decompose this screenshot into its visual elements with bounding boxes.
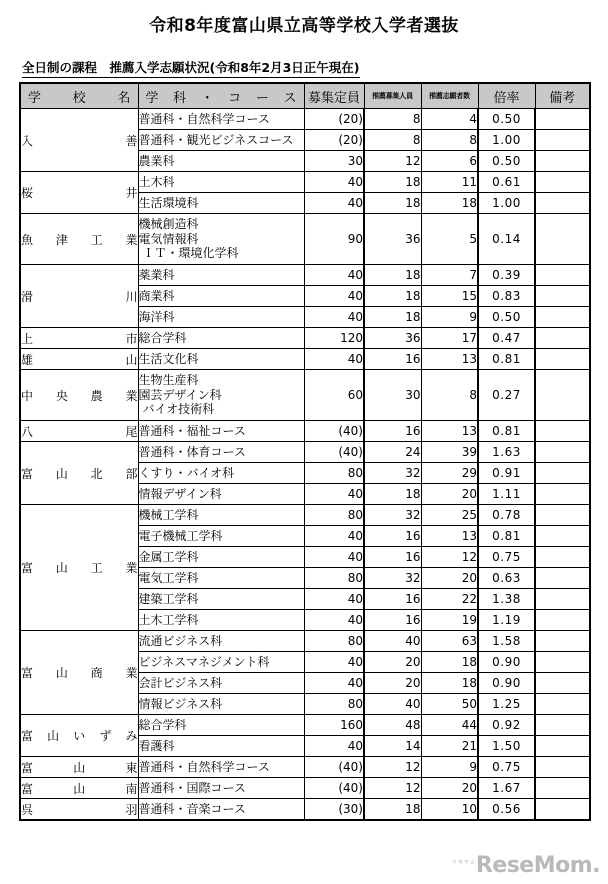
- cell-recommend-capacity: 16: [364, 421, 421, 442]
- table-row: [20, 109, 590, 130]
- cell-applicants: 25: [421, 505, 478, 526]
- cell-course-name: [138, 778, 304, 799]
- course-line: 園芸デザイン科: [138, 387, 222, 402]
- cell-note: [535, 463, 590, 484]
- course-line: 海洋科: [138, 309, 175, 324]
- cell-capacity: 120: [304, 328, 364, 349]
- cell-applicants: 20: [421, 568, 478, 589]
- cell-ratio: 0.83: [478, 286, 535, 307]
- cell-applicants: 29: [421, 463, 478, 484]
- cell-course-name: [138, 328, 304, 349]
- table-row: [20, 799, 590, 821]
- cell-capacity: 40: [304, 652, 364, 673]
- cell-applicants: 20: [421, 778, 478, 799]
- cell-applicants: 9: [421, 307, 478, 328]
- cell-applicants: 22: [421, 589, 478, 610]
- course-line: 総合学科: [138, 330, 187, 345]
- table-row: [20, 505, 590, 526]
- table-row: [20, 172, 590, 193]
- course-line: 電気工学科: [138, 570, 199, 585]
- cell-capacity: 60: [304, 370, 364, 421]
- cell-note: [535, 328, 590, 349]
- cell-course-name: [138, 799, 304, 821]
- course-line: ＩＴ・環境化学科: [142, 246, 239, 261]
- column-header-capacity: 募集定員: [304, 83, 364, 109]
- cell-applicants: 11: [421, 172, 478, 193]
- cell-note: [535, 652, 590, 673]
- cell-course-name: [138, 463, 304, 484]
- cell-recommend-capacity: 20: [364, 673, 421, 694]
- table-body: [20, 109, 590, 821]
- course-line: 看護科: [138, 738, 175, 753]
- school-name-text: 富 山 東: [21, 760, 138, 775]
- cell-applicants: 4: [421, 109, 478, 130]
- course-line: 電子機械工学科: [138, 528, 223, 543]
- school-name-text: 呉 羽: [21, 802, 138, 817]
- cell-applicants: 44: [421, 715, 478, 736]
- cell-school-name: [20, 370, 138, 421]
- cell-ratio: 0.50: [478, 307, 535, 328]
- cell-capacity: 160: [304, 715, 364, 736]
- cell-ratio: 0.47: [478, 328, 535, 349]
- cell-recommend-capacity: 12: [364, 151, 421, 172]
- cell-ratio: 1.00: [478, 193, 535, 214]
- cell-applicants: 8: [421, 130, 478, 151]
- table-row: [20, 715, 590, 736]
- cell-note: [535, 673, 590, 694]
- cell-recommend-capacity: 16: [364, 526, 421, 547]
- cell-note: [535, 694, 590, 715]
- course-line: 機械創造科: [138, 217, 199, 232]
- cell-note: [535, 568, 590, 589]
- cell-course-name: [138, 307, 304, 328]
- column-header-course-label: 学 科 ・ コ ー ス: [145, 90, 297, 106]
- course-line: 情報デザイン科: [138, 486, 222, 501]
- course-line: 金属工学科: [138, 549, 199, 564]
- cell-capacity: 40: [304, 673, 364, 694]
- cell-applicants: 13: [421, 349, 478, 370]
- school-name-text: 滑 川: [21, 289, 138, 304]
- cell-school-name: [20, 631, 138, 715]
- cell-capacity: 40: [304, 526, 364, 547]
- table-row: [20, 214, 590, 265]
- cell-course-name: [138, 151, 304, 172]
- cell-capacity: 40: [304, 589, 364, 610]
- table-row: [20, 442, 590, 463]
- course-line: ビジネスマネジメント科: [138, 654, 270, 669]
- cell-recommend-capacity: 12: [364, 778, 421, 799]
- cell-recommend-capacity: 18: [364, 286, 421, 307]
- cell-note: [535, 307, 590, 328]
- table-row: [20, 631, 590, 652]
- cell-applicants: 13: [421, 421, 478, 442]
- cell-course-name: [138, 370, 304, 421]
- school-name-text: 富 山 商 業: [21, 666, 138, 680]
- cell-ratio: 1.25: [478, 694, 535, 715]
- cell-note: [535, 109, 590, 130]
- table-row: [20, 328, 590, 349]
- cell-note: [535, 442, 590, 463]
- cell-ratio: 1.00: [478, 130, 535, 151]
- cell-note: [535, 370, 590, 421]
- cell-school-name: [20, 349, 138, 370]
- cell-ratio: 0.50: [478, 151, 535, 172]
- cell-note: [535, 505, 590, 526]
- course-line: くすり・バイオ科: [138, 465, 235, 480]
- table-row: [20, 265, 590, 286]
- watermark-suffix: .: [592, 853, 600, 878]
- cell-ratio: 0.27: [478, 370, 535, 421]
- cell-course-name: [138, 505, 304, 526]
- cell-ratio: 0.92: [478, 715, 535, 736]
- cell-capacity: 80: [304, 631, 364, 652]
- cell-capacity: 80: [304, 568, 364, 589]
- course-line: 普通科・福祉コース: [138, 423, 246, 438]
- cell-note: [535, 172, 590, 193]
- cell-note: [535, 130, 590, 151]
- cell-capacity: 80: [304, 505, 364, 526]
- course-line: 生物生産科: [138, 373, 199, 388]
- cell-course-name: [138, 673, 304, 694]
- course-line: 情報ビジネス科: [138, 696, 223, 711]
- cell-ratio: 0.61: [478, 172, 535, 193]
- watermark-superscript: リセマム: [451, 859, 476, 866]
- cell-ratio: 0.78: [478, 505, 535, 526]
- cell-school-name: [20, 421, 138, 442]
- cell-note: [535, 151, 590, 172]
- table-row: [20, 370, 590, 421]
- cell-ratio: 0.56: [478, 799, 535, 821]
- school-name-text: 富 山 北 部: [21, 466, 138, 481]
- cell-school-name: [20, 799, 138, 821]
- cell-capacity: 40: [304, 265, 364, 286]
- cell-applicants: 18: [421, 652, 478, 673]
- cell-note: [535, 484, 590, 505]
- cell-course-name: [138, 715, 304, 736]
- cell-capacity: 40: [304, 172, 364, 193]
- cell-recommend-capacity: 36: [364, 328, 421, 349]
- cell-course-name: [138, 130, 304, 151]
- cell-course-name: [138, 172, 304, 193]
- cell-course-name: [138, 349, 304, 370]
- school-name-text: 富 山 工 業: [21, 561, 138, 575]
- watermark-text: ReseMom: [475, 853, 593, 878]
- cell-ratio: 0.81: [478, 349, 535, 370]
- header-row: [20, 83, 590, 109]
- course-line: 総合学科: [138, 717, 187, 732]
- cell-note: [535, 286, 590, 307]
- cell-applicants: 7: [421, 265, 478, 286]
- cell-applicants: 9: [421, 757, 478, 778]
- cell-course-name: [138, 109, 304, 130]
- course-line: 普通科・音楽コース: [138, 801, 246, 816]
- cell-applicants: 12: [421, 547, 478, 568]
- course-line: 普通科・自然科学コース: [138, 759, 270, 774]
- course-line: 普通科・観光ビジネスコース: [138, 132, 294, 147]
- column-header-school-label: 学 校 名: [28, 90, 131, 106]
- cell-capacity: 40: [304, 286, 364, 307]
- cell-recommend-capacity: 12: [364, 757, 421, 778]
- cell-ratio: 0.75: [478, 757, 535, 778]
- resemom-watermark: [452, 853, 600, 878]
- page-title: 令和8年度富山県立高等学校入学者選抜: [149, 16, 459, 36]
- cell-applicants: 8: [421, 370, 478, 421]
- cell-course-name: [138, 610, 304, 631]
- course-line: 普通科・体育コース: [138, 444, 246, 459]
- cell-school-name: [20, 328, 138, 349]
- course-line: 生活環境科: [138, 195, 199, 210]
- cell-capacity: (40): [304, 757, 364, 778]
- school-name-text: 上 市: [21, 331, 138, 346]
- cell-capacity: (20): [304, 109, 364, 130]
- cell-capacity: 80: [304, 694, 364, 715]
- cell-recommend-capacity: 16: [364, 610, 421, 631]
- cell-capacity: (40): [304, 421, 364, 442]
- course-line: 商業科: [138, 288, 175, 303]
- course-line: 農業科: [138, 153, 175, 168]
- cell-note: [535, 526, 590, 547]
- cell-applicants: 18: [421, 193, 478, 214]
- table-row: [20, 757, 590, 778]
- table-row: [20, 349, 590, 370]
- cell-applicants: 17: [421, 328, 478, 349]
- school-name-text: 富 山 南: [21, 781, 138, 796]
- cell-note: [535, 193, 590, 214]
- cell-recommend-capacity: 18: [364, 265, 421, 286]
- cell-recommend-capacity: 32: [364, 505, 421, 526]
- cell-recommend-capacity: 18: [364, 193, 421, 214]
- cell-applicants: 63: [421, 631, 478, 652]
- cell-note: [535, 349, 590, 370]
- cell-course-name: [138, 694, 304, 715]
- cell-ratio: 1.50: [478, 736, 535, 757]
- cell-note: [535, 589, 590, 610]
- cell-note: [535, 799, 590, 821]
- cell-applicants: 6: [421, 151, 478, 172]
- cell-applicants: 21: [421, 736, 478, 757]
- school-name-text: 富 山 い ず み: [21, 729, 138, 743]
- column-header-school: [20, 83, 138, 109]
- cell-school-name: [20, 505, 138, 631]
- cell-school-name: [20, 778, 138, 799]
- cell-note: [535, 214, 590, 265]
- cell-capacity: 80: [304, 463, 364, 484]
- cell-course-name: [138, 484, 304, 505]
- course-line: 土木科: [138, 174, 175, 189]
- cell-course-name: [138, 421, 304, 442]
- cell-capacity: 30: [304, 151, 364, 172]
- cell-ratio: 0.50: [478, 109, 535, 130]
- cell-recommend-capacity: 30: [364, 370, 421, 421]
- course-line: 流通ビジネス科: [138, 633, 223, 648]
- table-row: [20, 778, 590, 799]
- cell-capacity: (40): [304, 442, 364, 463]
- cell-ratio: 0.39: [478, 265, 535, 286]
- cell-capacity: 40: [304, 193, 364, 214]
- cell-ratio: 0.75: [478, 547, 535, 568]
- cell-applicants: 13: [421, 526, 478, 547]
- cell-ratio: 1.19: [478, 610, 535, 631]
- course-line: 普通科・自然科学コース: [138, 111, 270, 126]
- cell-capacity: 40: [304, 547, 364, 568]
- cell-recommend-capacity: 8: [364, 130, 421, 151]
- cell-recommend-capacity: 20: [364, 652, 421, 673]
- cell-applicants: 20: [421, 484, 478, 505]
- cell-capacity: (20): [304, 130, 364, 151]
- course-line: 機械工学科: [138, 507, 199, 522]
- cell-course-name: [138, 526, 304, 547]
- cell-recommend-capacity: 18: [364, 799, 421, 821]
- cell-ratio: 1.67: [478, 778, 535, 799]
- cell-ratio: 1.63: [478, 442, 535, 463]
- cell-recommend-capacity: 16: [364, 589, 421, 610]
- cell-applicants: 19: [421, 610, 478, 631]
- subtitle: 全日制の課程 推薦入学志願状況(令和8年2月3日正午現在): [22, 58, 360, 78]
- course-line: 電気情報科: [138, 231, 199, 246]
- cell-ratio: 0.81: [478, 526, 535, 547]
- admissions-table-wrapper: [19, 82, 589, 821]
- cell-ratio: 0.90: [478, 673, 535, 694]
- course-line: 普通科・国際コース: [138, 780, 246, 795]
- cell-note: [535, 421, 590, 442]
- cell-applicants: 15: [421, 286, 478, 307]
- cell-note: [535, 736, 590, 757]
- cell-ratio: 1.58: [478, 631, 535, 652]
- cell-capacity: 90: [304, 214, 364, 265]
- admissions-table: [19, 82, 591, 821]
- cell-note: [535, 715, 590, 736]
- cell-course-name: [138, 265, 304, 286]
- cell-note: [535, 778, 590, 799]
- column-header-ratio: 倍率: [478, 83, 535, 109]
- course-line: バイオ技術科: [142, 402, 215, 417]
- column-header-note: 備考: [535, 83, 590, 109]
- school-name-text: 桜 井: [21, 186, 138, 200]
- cell-capacity: 40: [304, 610, 364, 631]
- course-line: 建築工学科: [138, 591, 199, 606]
- cell-recommend-capacity: 24: [364, 442, 421, 463]
- cell-ratio: 0.91: [478, 463, 535, 484]
- cell-note: [535, 757, 590, 778]
- cell-recommend-capacity: 18: [364, 172, 421, 193]
- cell-recommend-capacity: 18: [364, 484, 421, 505]
- school-name-text: 魚 津 工 業: [21, 232, 138, 247]
- cell-note: [535, 547, 590, 568]
- cell-capacity: 40: [304, 736, 364, 757]
- cell-ratio: 1.11: [478, 484, 535, 505]
- cell-recommend-capacity: 8: [364, 109, 421, 130]
- cell-applicants: 5: [421, 214, 478, 265]
- cell-ratio: 0.14: [478, 214, 535, 265]
- cell-school-name: [20, 757, 138, 778]
- cell-capacity: (40): [304, 778, 364, 799]
- cell-ratio: 0.63: [478, 568, 535, 589]
- column-header-course: [138, 83, 304, 109]
- cell-ratio: 1.38: [478, 589, 535, 610]
- column-header-applicants: 推薦志願者数: [421, 83, 478, 109]
- cell-ratio: 0.81: [478, 421, 535, 442]
- course-line: 薬業科: [138, 267, 175, 282]
- cell-course-name: [138, 193, 304, 214]
- cell-recommend-capacity: 16: [364, 547, 421, 568]
- school-name-text: 八 尾: [21, 424, 138, 439]
- cell-school-name: [20, 715, 138, 757]
- cell-capacity: (30): [304, 799, 364, 821]
- cell-applicants: 50: [421, 694, 478, 715]
- cell-applicants: 18: [421, 673, 478, 694]
- cell-recommend-capacity: 16: [364, 349, 421, 370]
- cell-capacity: 40: [304, 307, 364, 328]
- course-line: 土木工学科: [138, 612, 199, 627]
- cell-course-name: [138, 214, 304, 265]
- cell-school-name: [20, 109, 138, 172]
- column-header-recommend-capacity: 推薦募集人員: [364, 83, 421, 109]
- cell-capacity: 40: [304, 349, 364, 370]
- table-header: [20, 83, 590, 109]
- cell-course-name: [138, 568, 304, 589]
- school-name-text: 中 央 農 業: [21, 388, 138, 403]
- cell-recommend-capacity: 18: [364, 307, 421, 328]
- cell-recommend-capacity: 36: [364, 214, 421, 265]
- cell-course-name: [138, 652, 304, 673]
- cell-recommend-capacity: 14: [364, 736, 421, 757]
- cell-course-name: [138, 589, 304, 610]
- school-name-text: 入 善: [21, 133, 138, 148]
- cell-school-name: [20, 265, 138, 328]
- course-line: 会計ビジネス科: [138, 675, 223, 690]
- cell-note: [535, 610, 590, 631]
- cell-recommend-capacity: 48: [364, 715, 421, 736]
- cell-recommend-capacity: 40: [364, 694, 421, 715]
- cell-school-name: [20, 214, 138, 265]
- cell-recommend-capacity: 32: [364, 463, 421, 484]
- cell-school-name: [20, 442, 138, 505]
- cell-course-name: [138, 547, 304, 568]
- cell-course-name: [138, 757, 304, 778]
- course-line: 生活文化科: [138, 351, 199, 366]
- cell-applicants: 10: [421, 799, 478, 821]
- cell-course-name: [138, 631, 304, 652]
- cell-course-name: [138, 442, 304, 463]
- cell-capacity: 40: [304, 484, 364, 505]
- cell-note: [535, 631, 590, 652]
- cell-school-name: [20, 172, 138, 214]
- cell-applicants: 39: [421, 442, 478, 463]
- school-name-text: 雄 山: [21, 352, 138, 367]
- cell-recommend-capacity: 40: [364, 631, 421, 652]
- cell-recommend-capacity: 32: [364, 568, 421, 589]
- cell-course-name: [138, 286, 304, 307]
- cell-note: [535, 265, 590, 286]
- cell-course-name: [138, 736, 304, 757]
- cell-ratio: 0.90: [478, 652, 535, 673]
- table-row: [20, 421, 590, 442]
